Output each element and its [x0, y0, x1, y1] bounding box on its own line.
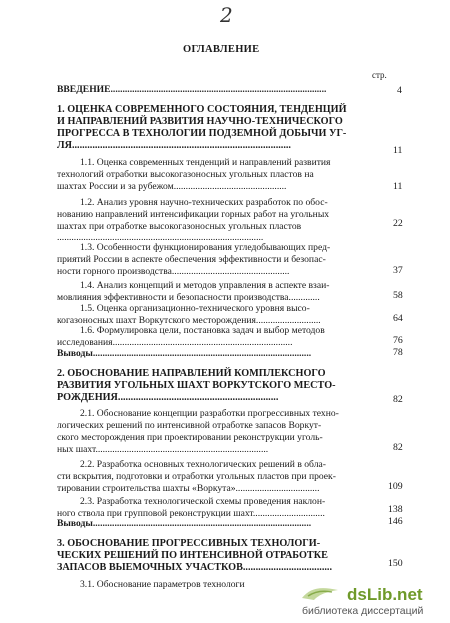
toc-line: ЧЕСКИХ РЕШЕНИЙ ПО ИНТЕНСИВНОЙ ОТРАБОТКЕ: [57, 550, 328, 561]
toc-line: ных шахт........................................................................: [57, 444, 269, 455]
toc-page-number: 37: [393, 265, 403, 276]
toc-line: ВВЕДЕНИЕ..........................................................................................: [57, 84, 327, 95]
page-title: ОГЛАВЛЕНИЕ: [183, 44, 260, 55]
toc-line: исследования...........................................................................: [57, 337, 293, 348]
toc-line: шахтах при отработке высокогазоносных угольных пластов: [57, 221, 302, 232]
toc-line: ности горного производства.................................................: [57, 266, 290, 277]
toc-line: ного ствола при групповой реконструкции шахт..............................: [57, 508, 325, 519]
toc-line: РАЗВИТИЯ УГОЛЬНЫХ ШАХТ ВОРКУТСКОГО МЕСТО-: [57, 380, 336, 391]
toc-line: 1.2. Анализ уровня научно-технических разработок по обос-: [80, 197, 328, 208]
toc-line: 1.1. Оценка современных тенденций и направлений развития: [80, 157, 331, 168]
toc-line: ......................................................................................: [57, 232, 264, 243]
toc-page-number: 64: [393, 313, 403, 324]
toc-line: 1.5. Оценка организационно-технического уровня высо-: [80, 303, 310, 314]
toc-line: мовлияния эффективности и безопасности производства.............: [57, 292, 320, 303]
toc-page-number: 58: [393, 290, 403, 301]
toc-line: технологий отработки высокогазоносных угольных пластов на: [57, 169, 314, 180]
watermark-tagline: библиотека диссертаций: [302, 605, 424, 617]
handwritten-page-number: 2: [220, 3, 233, 27]
page-column-label: стр.: [372, 70, 387, 80]
toc-line: шахтах России и за рубежом...............................................: [57, 181, 287, 192]
toc-line: РОЖДЕНИЯ...............................................................: [57, 392, 279, 403]
toc-line: 2.1. Обоснование концепции разработки прогрессивных техно-: [80, 408, 339, 419]
toc-page-number: 150: [388, 558, 403, 569]
toc-line: Выводы...........................................................................................: [57, 518, 312, 529]
bird-logo-icon: [300, 584, 340, 602]
toc-line: 2.2. Разработка основных технологических решений в обла-: [80, 459, 326, 470]
toc-line: 1.4. Анализ концепций и методов управления в аспекте взаи-: [80, 280, 330, 291]
toc-line: Выводы...........................................................................................: [57, 348, 312, 359]
toc-line: 2.3. Разработка технологической схемы проведения наклон-: [80, 496, 326, 507]
watermark-brand: dsLib.net: [347, 585, 423, 604]
toc-line: 3.1. Обоснование параметров технологи: [80, 579, 245, 590]
toc-line: когазоносных шахт Воркутского месторождения...........................: [57, 315, 321, 326]
toc-line: приятий России в аспекте обеспечения эффективности и безопас-: [57, 254, 326, 265]
toc-line: ского месторождения при проектировании реконструкции уголь-: [57, 432, 323, 443]
toc-page-number: 109: [388, 481, 403, 492]
toc-page-number: 146: [388, 516, 403, 527]
toc-line: ПРОГРЕССА В ТЕХНОЛОГИИ ПОДЗЕМНОЙ ДОБЫЧИ УГ-: [57, 128, 347, 139]
toc-page-number: 138: [388, 504, 403, 515]
toc-page-number: 82: [393, 394, 403, 405]
toc-page-number: 22: [393, 218, 403, 229]
toc-page-number: 11: [393, 181, 403, 192]
toc-line: 1. ОЦЕНКА СОВРЕМЕННОГО СОСТОЯНИЯ, ТЕНДЕНЦИЙ: [57, 104, 347, 115]
toc-line: 1.6. Формулировка цели, постановка задач и выбор методов: [80, 325, 325, 336]
toc-line: ЛЯ......................................................................................: [57, 140, 291, 151]
toc-line: нованию направлений интенсификации горных работ на угольных: [57, 209, 330, 220]
toc-line: 2. ОБОСНОВАНИЕ НАПРАВЛЕНИЙ КОМПЛЕКСНОГО: [57, 368, 326, 379]
toc-page-number: 78: [393, 347, 403, 358]
toc-page-number: 76: [393, 335, 403, 346]
toc-line: логических решений по интенсивной отработке запасов Воркут-: [57, 420, 322, 431]
toc-page-number: 4: [397, 85, 402, 96]
toc-line: 1.3. Особенности функционирования угледобывающих пред-: [80, 242, 331, 253]
toc-page-number: 82: [393, 442, 403, 453]
toc-line: ЗАПАСОВ ВЫЕМОЧНЫХ УЧАСТКОВ...................................: [57, 562, 333, 573]
toc-line: тировании строительства шахты «Воркута»...................................: [57, 483, 320, 494]
toc-line: 3. ОБОСНОВАНИЕ ПРОГРЕССИВНЫХ ТЕХНОЛОГИ-: [57, 538, 321, 549]
toc-page-number: 11: [393, 145, 403, 156]
toc-line: И НАПРАВЛЕНИЙ РАЗВИТИЯ НАУЧНО-ТЕХНИЧЕСКОГО: [57, 116, 343, 127]
toc-line: сти вскрытия, подготовки и отработки угольных пластов при проек-: [57, 471, 336, 482]
